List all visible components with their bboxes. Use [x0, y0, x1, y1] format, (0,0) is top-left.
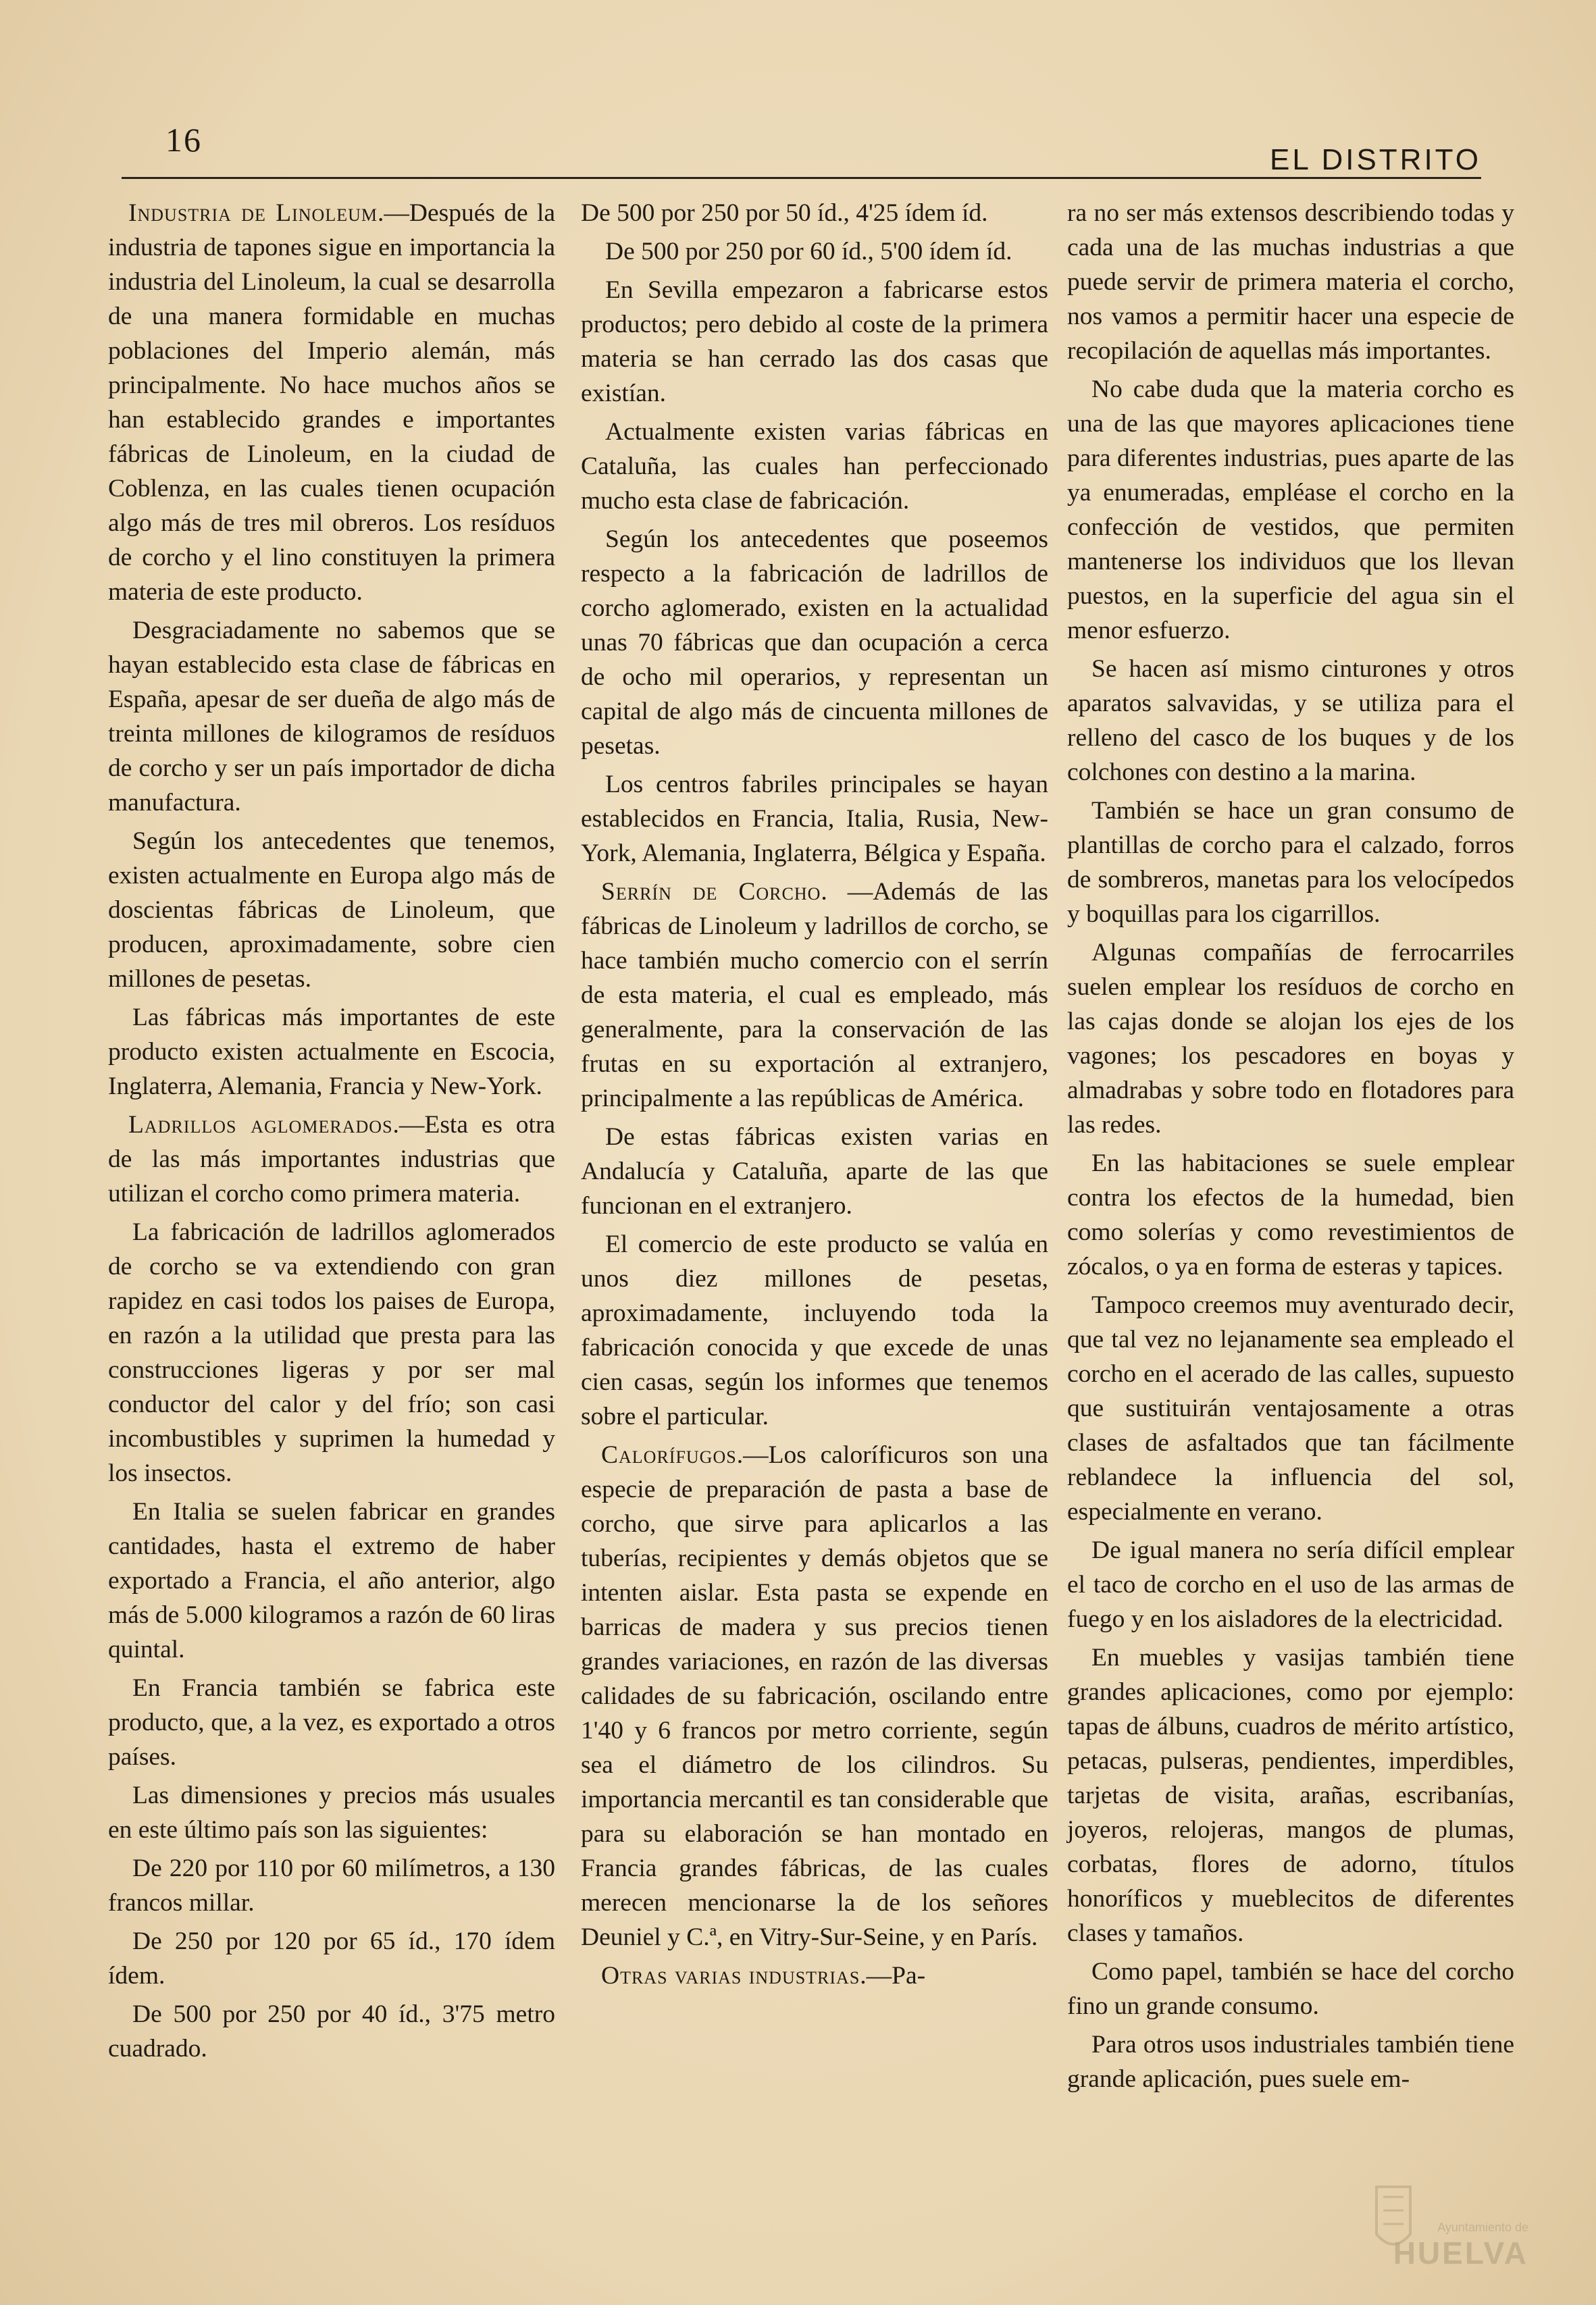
paragraph: [108, 1671, 555, 1774]
paragraph: [1067, 652, 1514, 789]
paragraph: [108, 1215, 555, 1491]
text-column-2: [581, 196, 1048, 1997]
paragraph: [108, 1997, 555, 2066]
paragraph: [1067, 1954, 1514, 2023]
paragraph: [581, 415, 1048, 518]
section-paragraph: [108, 196, 555, 609]
header-rule: [122, 177, 1481, 179]
section-heading: Ladrillos aglomerados: [128, 1111, 393, 1139]
paragraph-text: .—Los caloríficuros son una especie de preparación de pasta a base de corcho, que sirve para aplicarlos a las tuberías, recipientes y demás objetos que se intenten aislar. Esta pasta se expende en barricas de madera y sus precios tienen grandes variaciones, en razón de las diversas calidades de su fabricación, oscilando entre 1'40 y 6 francos por metro corriente, según sea el diámetro de los cilindros. Su importancia mercantil es tan considerable que para su elaboración se han montado en Francia grandes fábricas, de las cuales merecen mencionarse la de los señores Deuniel y C.ª, en Vitry-Sur-Seine, y en París.: [581, 1441, 1048, 1951]
paragraph-text: Actualmente existen varias fábricas en Cataluña, las cuales han perfeccionado mucho esta clase de fabricación.: [581, 418, 1048, 515]
section-paragraph: [581, 1438, 1048, 1954]
paragraph: [108, 1924, 555, 1993]
paragraph-text: Según los antecedentes que tenemos, existen actualmente en Europa algo más de doscientas fábricas de Linoleum, que producen, aproximadamente, sobre cien millones de pesetas.: [108, 827, 555, 993]
paragraph-text: En muebles y vasijas también tiene grandes aplicaciones, como por ejemplo: tapas de álbuns, cuadros de mérito artístico, petacas, pulseras, pendientes, imperdibles, tarjetas de visita, arañas, escribanías, joyeros, relojeras, mangos de plumas, corbatas, flores de adorno, títulos honoríficos y mueblecitos de diferentes clases y tamaños.: [1067, 1644, 1514, 1947]
paragraph-text: Los centros fabriles principales se hayan establecidos en Francia, Italia, Rusia, New-York, Alemania, Inglaterra, Bélgica y España.: [581, 771, 1048, 867]
paragraph-text: .—Después de la industria de tapones sigue en importancia la industria del Linoleum, la cual se desarrolla de una manera formidable en muchas poblaciones del Imperio alemán, más principalmente. No hace muchos años se han establecido grandes e importantes fábricas de Linoleum, en la ciudad de Coblenza, en las cuales tienen ocupación algo más de tres mil obreros. Los resíduos de corcho y el lino constituyen la primera materia de este producto.: [108, 199, 556, 606]
paragraph: [1067, 794, 1514, 931]
paragraph-text: ra no ser más extensos describiendo todas y cada una de las muchas industrias a que puede servir de primera materia el corcho, nos vamos a permitir hacer una especie de recopilación de aquellas más importantes.: [1067, 199, 1514, 365]
running-title: EL DISTRITO: [1270, 143, 1481, 176]
paragraph: [581, 196, 1048, 230]
paragraph-text: En Sevilla empezaron a fabricarse estos productos; pero debido al coste de la primera materia se han cerrado las dos casas que existían.: [581, 276, 1048, 407]
paragraph: [1067, 1640, 1514, 1950]
paragraph-text: La fabricación de ladrillos aglomerados de corcho se va extendiendo con gran rapidez en casi todos los paises de Europa, en razón a la utilidad que presta para las construcciones ligeras y por ser mal conductor del calor y del frío; son casi incombustibles y suprimen la humedad y los insectos.: [108, 1218, 555, 1487]
paragraph-text: Algunas compañías de ferrocarriles suelen emplear los resíduos de corcho en las cajas donde se alojan los ejes de los vagones; los pescadores en boyas y almadrabas y sobre todo en flotadores para las redes.: [1067, 939, 1514, 1139]
paragraph: [108, 1495, 555, 1667]
paragraph: [108, 1000, 555, 1104]
section-heading: Serrín de Corcho: [601, 878, 821, 906]
paragraph: [581, 522, 1048, 763]
paragraph: [1067, 2027, 1514, 2096]
paragraph: [581, 1120, 1048, 1223]
section-paragraph: [581, 1959, 1048, 1993]
paragraph-text: El comercio de este producto se valúa en unos diez millones de pesetas, aproximadamente, incluyendo toda la fabricación conocida y que excede de unas cien casas, según los informes que tenemos sobre el particular.: [581, 1231, 1048, 1430]
paragraph: [581, 234, 1048, 269]
paragraph-text: .—Pa-: [860, 1962, 926, 1990]
paragraph-text: De 250 por 120 por 65 íd., 170 ídem ídem.: [108, 1927, 555, 1990]
paragraph: [581, 767, 1048, 871]
paragraph-text: . —Además de las fábricas de Linoleum y ladrillos de corcho, se hace también mucho comercio con el serrín de esta materia, el cual es empleado, más generalmente, para la conservación de las frutas en su exportación al extranjero, principalmente a las repúblicas de América.: [581, 878, 1048, 1112]
paragraph: [1067, 196, 1514, 368]
paragraph-text: Se hacen así mismo cinturones y otros aparatos salvavidas, y se utiliza para el relleno del casco de los buques y de los colchones con destino a la marina.: [1067, 655, 1514, 786]
paragraph: [581, 1227, 1048, 1434]
paragraph-text: De 220 por 110 por 60 milímetros, a 130 francos millar.: [108, 1855, 555, 1917]
paragraph-text: En Italia se suelen fabricar en grandes cantidades, hasta el extremo de haber exportado a Francia, el año anterior, algo más de 5.000 kilogramos a razón de 60 liras quintal.: [108, 1498, 555, 1663]
paragraph-text: También se hace un gran consumo de plantillas de corcho para el calzado, forros de sombreros, manetas para los velocípedos y boquillas para los cigarrillos.: [1067, 797, 1514, 928]
paragraph: [108, 613, 555, 820]
paragraph: [1067, 1288, 1514, 1529]
paragraph-text: De estas fábricas existen varias en Andalucía y Cataluña, aparte de las que funcionan en el extranjero.: [581, 1123, 1048, 1220]
paragraph-text: Como papel, también se hace del corcho fino un grande consumo.: [1067, 1958, 1514, 2020]
section-paragraph: [581, 875, 1048, 1116]
section-heading: Calorífugos: [601, 1441, 737, 1469]
paragraph: [108, 1851, 555, 1920]
page-number: 16: [165, 121, 202, 159]
watermark-line-1: Ayuntamiento de: [1437, 2221, 1528, 2234]
paragraph-text: De 500 por 250 por 60 íd., 5'00 ídem íd.: [605, 238, 1012, 265]
paragraph-text: De igual manera no sería difícil emplear el taco de corcho en el uso de las armas de fuego y en los aisladores de la electricidad.: [1067, 1536, 1514, 1633]
paragraph: [108, 1778, 555, 1847]
paragraph-text: Para otros usos industriales también tiene grande aplicación, pues suele em-: [1067, 2031, 1514, 2093]
paragraph-text: De 500 por 250 por 50 íd., 4'25 ídem íd.: [581, 199, 988, 227]
text-column-1: [108, 196, 555, 2070]
watermark-text: [1393, 2221, 1528, 2271]
paragraph: [1067, 1146, 1514, 1284]
section-heading: Otras varias industrias: [601, 1962, 860, 1990]
paragraph-text: En las habitaciones se suele emplear contra los efectos de la humedad, bien como solerías y como revestimientos de zócalos, o ya en forma de esteras y tapices.: [1067, 1149, 1514, 1280]
paragraph-text: De 500 por 250 por 40 íd., 3'75 metro cuadrado.: [108, 2000, 555, 2063]
watermark-line-2: HUELVA: [1393, 2235, 1528, 2271]
paragraph: [1067, 372, 1514, 648]
paragraph-text: Según los antecedentes que poseemos respecto a la fabricación de ladrillos de corcho aglomerado, existen en la actualidad unas 70 fábricas que dan ocupación a cerca de ocho mil operarios, y representan un capital de algo más de cincuenta millones de pesetas.: [581, 525, 1048, 760]
paragraph: [581, 273, 1048, 411]
paragraph: [1067, 1533, 1514, 1636]
paragraph-text: Desgraciadamente no sabemos que se hayan establecido esta clase de fábricas en España, apesar de ser dueña de algo más de treinta millones de kilogramos de resíduos de corcho y ser un país importador de dicha manufactura.: [108, 617, 555, 817]
paragraph-text: .—Esta es otra de las más importantes industrias que utilizan el corcho como primera materia.: [108, 1111, 555, 1208]
section-heading: Industria de Linoleum: [128, 199, 378, 227]
paragraph-text: Las fábricas más importantes de este producto existen actualmente en Escocia, Inglaterra, Alemania, Francia y New-York.: [108, 1004, 555, 1100]
paragraph-text: Tampoco creemos muy aventurado decir, que tal vez no lejanamente sea empleado el corcho en el acerado de las calles, supuesto que sustituirán ventajosamente a otras clases de asfaltados que tan fácilmente reblandece la influencia del sol, especialmente en verano.: [1067, 1291, 1514, 1526]
paragraph-text: No cabe duda que la materia corcho es una de las que mayores aplicaciones tiene para diferentes industrias, pues aparte de las ya enumeradas, empléase el corcho en la confección de vestidos, que permiten mantenerse los individuos que los llevan puestos, en la superficie del agua sin el menor esfuerzo.: [1067, 375, 1514, 644]
section-paragraph: [108, 1108, 555, 1211]
text-column-3: [1067, 196, 1514, 2100]
paragraph: [1067, 935, 1514, 1142]
paragraph: [108, 824, 555, 996]
paragraph-text: Las dimensiones y precios más usuales en este último país son las siguientes:: [108, 1782, 555, 1844]
paragraph-text: En Francia también se fabrica este producto, que, a la vez, es exportado a otros países.: [108, 1674, 555, 1771]
